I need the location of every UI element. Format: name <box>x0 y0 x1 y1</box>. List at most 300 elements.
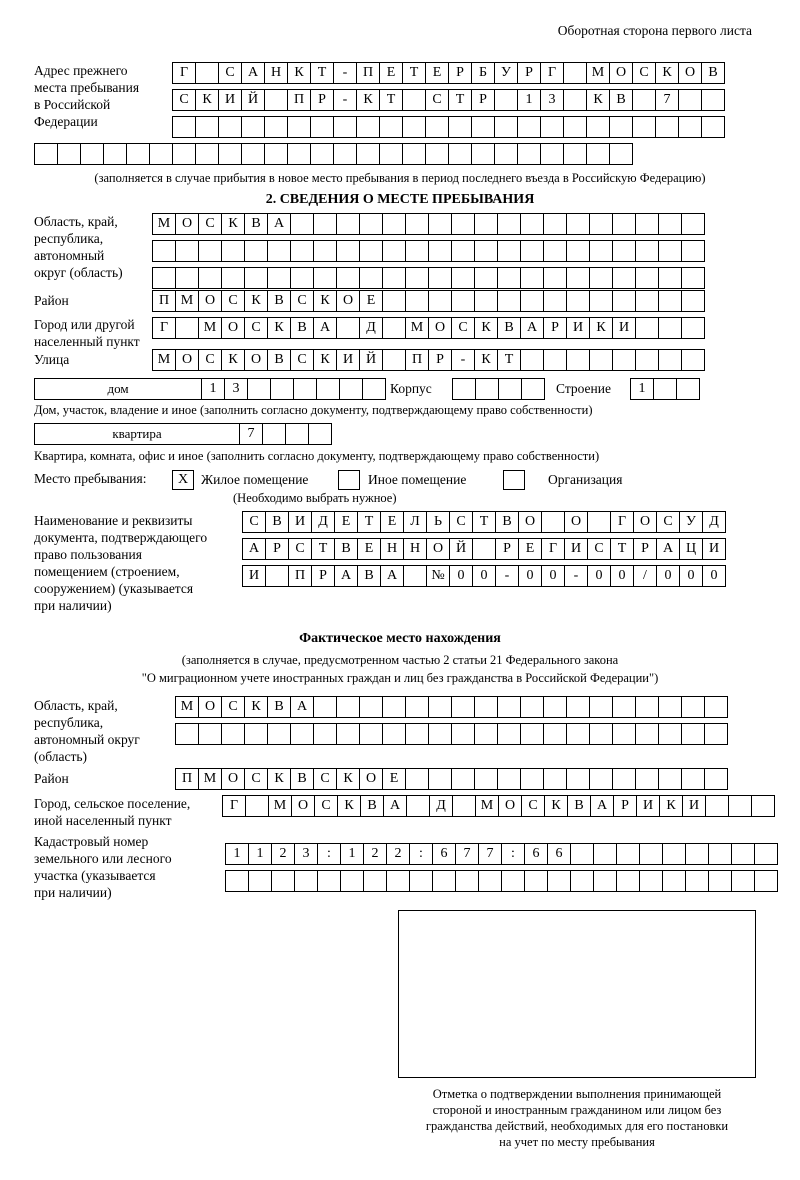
char-cell[interactable]: 2 <box>386 843 410 865</box>
char-cell[interactable] <box>270 378 294 400</box>
char-cell[interactable]: Г <box>541 538 565 560</box>
char-cell[interactable] <box>541 511 565 533</box>
char-cell[interactable]: В <box>267 349 291 371</box>
char-cell[interactable] <box>313 213 337 235</box>
char-cell[interactable] <box>313 267 337 289</box>
char-cell[interactable]: Т <box>472 511 496 533</box>
actual-district-row[interactable] <box>175 768 727 790</box>
char-cell[interactable] <box>543 349 567 371</box>
char-cell[interactable] <box>293 378 317 400</box>
char-cell[interactable]: С <box>314 795 338 817</box>
char-cell[interactable] <box>543 696 567 718</box>
char-cell[interactable]: 6 <box>432 843 456 865</box>
char-cell[interactable]: 6 <box>524 843 548 865</box>
char-cell[interactable] <box>290 267 314 289</box>
char-cell[interactable]: 7 <box>455 843 479 865</box>
char-cell[interactable] <box>405 696 429 718</box>
char-cell[interactable]: К <box>244 696 268 718</box>
char-cell[interactable] <box>524 870 548 892</box>
char-cell[interactable] <box>589 768 613 790</box>
char-cell[interactable] <box>494 116 518 138</box>
char-cell[interactable]: С <box>198 349 222 371</box>
char-cell[interactable] <box>566 213 590 235</box>
char-cell[interactable] <box>195 62 219 84</box>
char-cell[interactable] <box>405 768 429 790</box>
char-cell[interactable] <box>34 143 58 165</box>
char-cell[interactable]: У <box>494 62 518 84</box>
char-cell[interactable] <box>359 267 383 289</box>
char-cell[interactable]: Г <box>222 795 246 817</box>
char-cell[interactable] <box>609 116 633 138</box>
char-cell[interactable] <box>379 116 403 138</box>
char-cell[interactable] <box>405 290 429 312</box>
char-cell[interactable] <box>566 768 590 790</box>
char-cell[interactable]: М <box>152 213 176 235</box>
place-type-checkbox-organization[interactable] <box>503 470 525 490</box>
char-cell[interactable] <box>658 267 682 289</box>
char-cell[interactable]: 3 <box>540 89 564 111</box>
char-cell[interactable] <box>308 423 332 445</box>
char-cell[interactable] <box>635 723 659 745</box>
char-cell[interactable] <box>448 116 472 138</box>
char-cell[interactable] <box>402 89 426 111</box>
char-cell[interactable] <box>198 267 222 289</box>
char-cell[interactable]: В <box>244 213 268 235</box>
char-cell[interactable] <box>497 723 521 745</box>
char-cell[interactable]: С <box>632 62 656 84</box>
char-cell[interactable] <box>616 843 640 865</box>
char-cell[interactable]: Л <box>403 511 427 533</box>
char-cell[interactable]: Д <box>359 317 383 339</box>
char-cell[interactable]: С <box>218 62 242 84</box>
char-cell[interactable]: Р <box>471 89 495 111</box>
char-cell[interactable] <box>287 116 311 138</box>
char-cell[interactable] <box>754 843 778 865</box>
char-cell[interactable] <box>382 317 406 339</box>
char-cell[interactable]: М <box>152 349 176 371</box>
char-cell[interactable] <box>612 723 636 745</box>
char-cell[interactable] <box>425 116 449 138</box>
char-cell[interactable] <box>589 349 613 371</box>
stroenie-cells[interactable] <box>630 378 699 400</box>
char-cell[interactable] <box>543 240 567 262</box>
char-cell[interactable]: : <box>501 843 525 865</box>
char-cell[interactable] <box>172 116 196 138</box>
char-cell[interactable]: Т <box>610 538 634 560</box>
char-cell[interactable] <box>428 723 452 745</box>
char-cell[interactable] <box>543 213 567 235</box>
char-cell[interactable] <box>658 290 682 312</box>
char-cell[interactable] <box>317 870 341 892</box>
cadastral-row-1[interactable] <box>225 843 777 865</box>
char-cell[interactable]: К <box>659 795 683 817</box>
char-cell[interactable] <box>586 143 610 165</box>
char-cell[interactable]: П <box>152 290 176 312</box>
char-cell[interactable] <box>356 143 380 165</box>
char-cell[interactable]: Е <box>357 538 381 560</box>
char-cell[interactable]: О <box>359 768 383 790</box>
char-cell[interactable] <box>681 317 705 339</box>
char-cell[interactable]: - <box>451 349 475 371</box>
char-cell[interactable]: С <box>313 768 337 790</box>
char-cell[interactable] <box>262 423 286 445</box>
char-cell[interactable]: Б <box>471 62 495 84</box>
char-cell[interactable]: М <box>198 768 222 790</box>
char-cell[interactable]: 1 <box>201 378 225 400</box>
char-cell[interactable] <box>287 143 311 165</box>
char-cell[interactable]: К <box>287 62 311 84</box>
char-cell[interactable] <box>701 116 725 138</box>
char-cell[interactable] <box>589 696 613 718</box>
char-cell[interactable]: № <box>426 565 450 587</box>
char-cell[interactable]: К <box>474 317 498 339</box>
char-cell[interactable] <box>616 870 640 892</box>
house-number-cells[interactable] <box>201 378 385 400</box>
char-cell[interactable] <box>451 290 475 312</box>
char-cell[interactable]: В <box>334 538 358 560</box>
char-cell[interactable] <box>676 378 700 400</box>
char-cell[interactable] <box>731 843 755 865</box>
char-cell[interactable]: Р <box>633 538 657 560</box>
char-cell[interactable] <box>685 870 709 892</box>
char-cell[interactable]: В <box>495 511 519 533</box>
char-cell[interactable] <box>386 870 410 892</box>
char-cell[interactable] <box>432 870 456 892</box>
char-cell[interactable]: 1 <box>340 843 364 865</box>
char-cell[interactable]: О <box>221 768 245 790</box>
char-cell[interactable]: - <box>495 565 519 587</box>
section2-region-row-3[interactable] <box>152 267 704 289</box>
char-cell[interactable] <box>494 143 518 165</box>
char-cell[interactable]: Р <box>517 62 541 84</box>
char-cell[interactable] <box>152 240 176 262</box>
char-cell[interactable]: О <box>291 795 315 817</box>
char-cell[interactable] <box>175 240 199 262</box>
char-cell[interactable] <box>586 116 610 138</box>
char-cell[interactable] <box>290 723 314 745</box>
char-cell[interactable] <box>589 213 613 235</box>
char-cell[interactable]: К <box>474 349 498 371</box>
actual-city-row[interactable] <box>222 795 774 817</box>
char-cell[interactable] <box>267 267 291 289</box>
char-cell[interactable]: М <box>405 317 429 339</box>
stamp-box[interactable] <box>398 910 756 1078</box>
char-cell[interactable] <box>428 267 452 289</box>
char-cell[interactable] <box>639 843 663 865</box>
char-cell[interactable] <box>362 378 386 400</box>
char-cell[interactable]: 0 <box>449 565 473 587</box>
char-cell[interactable]: С <box>587 538 611 560</box>
char-cell[interactable] <box>247 378 271 400</box>
char-cell[interactable] <box>405 240 429 262</box>
char-cell[interactable]: К <box>267 317 291 339</box>
char-cell[interactable]: С <box>172 89 196 111</box>
char-cell[interactable]: 7 <box>239 423 263 445</box>
char-cell[interactable]: 3 <box>294 843 318 865</box>
char-cell[interactable]: - <box>333 89 357 111</box>
char-cell[interactable]: С <box>290 349 314 371</box>
char-cell[interactable] <box>451 267 475 289</box>
char-cell[interactable]: 0 <box>518 565 542 587</box>
char-cell[interactable]: К <box>356 89 380 111</box>
char-cell[interactable]: И <box>702 538 726 560</box>
actual-region-row-1[interactable] <box>175 696 727 718</box>
char-cell[interactable]: / <box>633 565 657 587</box>
char-cell[interactable] <box>731 870 755 892</box>
char-cell[interactable]: О <box>564 511 588 533</box>
char-cell[interactable] <box>316 378 340 400</box>
char-cell[interactable] <box>520 267 544 289</box>
char-cell[interactable]: 1 <box>517 89 541 111</box>
char-cell[interactable]: 0 <box>702 565 726 587</box>
flat-number-cells[interactable] <box>239 423 331 445</box>
char-cell[interactable] <box>685 843 709 865</box>
char-cell[interactable]: А <box>334 565 358 587</box>
place-type-checkbox-other[interactable] <box>338 470 360 490</box>
char-cell[interactable] <box>612 290 636 312</box>
char-cell[interactable]: В <box>609 89 633 111</box>
char-cell[interactable] <box>267 723 291 745</box>
char-cell[interactable] <box>103 143 127 165</box>
char-cell[interactable] <box>655 116 679 138</box>
char-cell[interactable]: В <box>701 62 725 84</box>
char-cell[interactable] <box>635 317 659 339</box>
char-cell[interactable]: К <box>655 62 679 84</box>
char-cell[interactable]: А <box>242 538 266 560</box>
char-cell[interactable] <box>451 240 475 262</box>
char-cell[interactable]: К <box>589 317 613 339</box>
char-cell[interactable] <box>451 768 475 790</box>
char-cell[interactable] <box>681 349 705 371</box>
char-cell[interactable]: 0 <box>472 565 496 587</box>
char-cell[interactable] <box>195 116 219 138</box>
char-cell[interactable]: В <box>567 795 591 817</box>
char-cell[interactable] <box>497 696 521 718</box>
char-cell[interactable]: Й <box>449 538 473 560</box>
char-cell[interactable]: 2 <box>363 843 387 865</box>
char-cell[interactable]: С <box>521 795 545 817</box>
char-cell[interactable]: Т <box>402 62 426 84</box>
char-cell[interactable] <box>566 349 590 371</box>
char-cell[interactable]: К <box>244 290 268 312</box>
char-cell[interactable] <box>382 240 406 262</box>
char-cell[interactable] <box>662 870 686 892</box>
char-cell[interactable] <box>339 378 363 400</box>
char-cell[interactable]: Е <box>359 290 383 312</box>
char-cell[interactable]: Т <box>379 89 403 111</box>
char-cell[interactable] <box>543 290 567 312</box>
char-cell[interactable]: С <box>244 768 268 790</box>
char-cell[interactable]: Е <box>382 768 406 790</box>
char-cell[interactable] <box>708 843 732 865</box>
document-row-2[interactable] <box>242 538 725 560</box>
char-cell[interactable] <box>474 696 498 718</box>
char-cell[interactable] <box>313 696 337 718</box>
char-cell[interactable] <box>471 143 495 165</box>
char-cell[interactable]: Р <box>265 538 289 560</box>
char-cell[interactable] <box>635 696 659 718</box>
char-cell[interactable] <box>474 723 498 745</box>
char-cell[interactable] <box>149 143 173 165</box>
char-cell[interactable] <box>543 267 567 289</box>
char-cell[interactable]: А <box>241 62 265 84</box>
char-cell[interactable] <box>705 795 729 817</box>
char-cell[interactable] <box>218 116 242 138</box>
char-cell[interactable] <box>126 143 150 165</box>
char-cell[interactable] <box>593 843 617 865</box>
prev-address-row-4[interactable] <box>34 143 632 165</box>
char-cell[interactable]: М <box>268 795 292 817</box>
char-cell[interactable]: Д <box>429 795 453 817</box>
char-cell[interactable]: П <box>405 349 429 371</box>
char-cell[interactable]: С <box>198 213 222 235</box>
char-cell[interactable] <box>382 290 406 312</box>
char-cell[interactable]: М <box>175 696 199 718</box>
char-cell[interactable] <box>359 240 383 262</box>
char-cell[interactable] <box>612 213 636 235</box>
char-cell[interactable] <box>704 768 728 790</box>
char-cell[interactable]: 2 <box>271 843 295 865</box>
char-cell[interactable] <box>451 723 475 745</box>
prev-address-row-2[interactable] <box>172 89 724 111</box>
char-cell[interactable] <box>658 696 682 718</box>
char-cell[interactable]: П <box>175 768 199 790</box>
section2-city-row[interactable] <box>152 317 704 339</box>
document-row-1[interactable] <box>242 511 725 533</box>
char-cell[interactable] <box>681 290 705 312</box>
char-cell[interactable] <box>658 768 682 790</box>
char-cell[interactable] <box>245 795 269 817</box>
char-cell[interactable] <box>175 267 199 289</box>
char-cell[interactable] <box>704 723 728 745</box>
char-cell[interactable] <box>566 696 590 718</box>
char-cell[interactable]: П <box>356 62 380 84</box>
char-cell[interactable]: Р <box>311 565 335 587</box>
char-cell[interactable]: В <box>265 511 289 533</box>
char-cell[interactable]: О <box>609 62 633 84</box>
char-cell[interactable] <box>704 696 728 718</box>
char-cell[interactable]: Т <box>311 538 335 560</box>
char-cell[interactable]: 1 <box>225 843 249 865</box>
section2-district-row[interactable] <box>152 290 704 312</box>
char-cell[interactable] <box>728 795 752 817</box>
char-cell[interactable] <box>333 143 357 165</box>
char-cell[interactable]: У <box>679 511 703 533</box>
char-cell[interactable] <box>589 723 613 745</box>
char-cell[interactable] <box>653 378 677 400</box>
char-cell[interactable] <box>248 870 272 892</box>
char-cell[interactable]: : <box>317 843 341 865</box>
char-cell[interactable] <box>403 565 427 587</box>
char-cell[interactable]: О <box>336 290 360 312</box>
char-cell[interactable]: 1 <box>248 843 272 865</box>
char-cell[interactable]: Г <box>610 511 634 533</box>
char-cell[interactable] <box>701 89 725 111</box>
char-cell[interactable]: К <box>313 290 337 312</box>
char-cell[interactable] <box>363 870 387 892</box>
char-cell[interactable]: К <box>337 795 361 817</box>
char-cell[interactable] <box>405 723 429 745</box>
char-cell[interactable] <box>428 768 452 790</box>
char-cell[interactable]: С <box>290 290 314 312</box>
char-cell[interactable]: Н <box>403 538 427 560</box>
char-cell[interactable] <box>359 723 383 745</box>
char-cell[interactable] <box>313 723 337 745</box>
char-cell[interactable]: К <box>336 768 360 790</box>
char-cell[interactable] <box>635 213 659 235</box>
char-cell[interactable]: 1 <box>630 378 654 400</box>
char-cell[interactable] <box>570 870 594 892</box>
char-cell[interactable] <box>172 143 196 165</box>
char-cell[interactable] <box>428 696 452 718</box>
char-cell[interactable]: А <box>267 213 291 235</box>
char-cell[interactable] <box>520 213 544 235</box>
char-cell[interactable]: Р <box>613 795 637 817</box>
char-cell[interactable] <box>658 240 682 262</box>
char-cell[interactable]: А <box>590 795 614 817</box>
char-cell[interactable] <box>540 143 564 165</box>
char-cell[interactable] <box>658 723 682 745</box>
char-cell[interactable]: - <box>564 565 588 587</box>
char-cell[interactable] <box>520 290 544 312</box>
char-cell[interactable]: 0 <box>679 565 703 587</box>
char-cell[interactable] <box>681 768 705 790</box>
char-cell[interactable] <box>285 423 309 445</box>
char-cell[interactable]: С <box>449 511 473 533</box>
char-cell[interactable] <box>517 116 541 138</box>
char-cell[interactable] <box>681 723 705 745</box>
char-cell[interactable]: В <box>290 317 314 339</box>
char-cell[interactable]: 0 <box>610 565 634 587</box>
char-cell[interactable] <box>57 143 81 165</box>
char-cell[interactable] <box>310 143 334 165</box>
char-cell[interactable] <box>658 317 682 339</box>
char-cell[interactable] <box>402 116 426 138</box>
char-cell[interactable] <box>520 696 544 718</box>
char-cell[interactable] <box>472 538 496 560</box>
char-cell[interactable] <box>356 116 380 138</box>
char-cell[interactable]: К <box>195 89 219 111</box>
char-cell[interactable] <box>678 89 702 111</box>
char-cell[interactable] <box>563 89 587 111</box>
char-cell[interactable] <box>80 143 104 165</box>
char-cell[interactable] <box>662 843 686 865</box>
char-cell[interactable] <box>635 349 659 371</box>
char-cell[interactable]: Ь <box>426 511 450 533</box>
char-cell[interactable]: Г <box>172 62 196 84</box>
char-cell[interactable]: 6 <box>547 843 571 865</box>
char-cell[interactable] <box>658 349 682 371</box>
char-cell[interactable] <box>681 696 705 718</box>
char-cell[interactable] <box>543 723 567 745</box>
char-cell[interactable] <box>264 89 288 111</box>
char-cell[interactable] <box>428 290 452 312</box>
char-cell[interactable] <box>402 143 426 165</box>
char-cell[interactable]: А <box>656 538 680 560</box>
char-cell[interactable]: С <box>221 696 245 718</box>
char-cell[interactable]: И <box>336 349 360 371</box>
char-cell[interactable]: В <box>290 768 314 790</box>
char-cell[interactable] <box>681 240 705 262</box>
char-cell[interactable] <box>587 511 611 533</box>
char-cell[interactable]: М <box>198 317 222 339</box>
char-cell[interactable] <box>471 116 495 138</box>
char-cell[interactable]: И <box>218 89 242 111</box>
char-cell[interactable] <box>451 696 475 718</box>
char-cell[interactable]: Т <box>310 62 334 84</box>
char-cell[interactable]: А <box>520 317 544 339</box>
char-cell[interactable] <box>543 768 567 790</box>
